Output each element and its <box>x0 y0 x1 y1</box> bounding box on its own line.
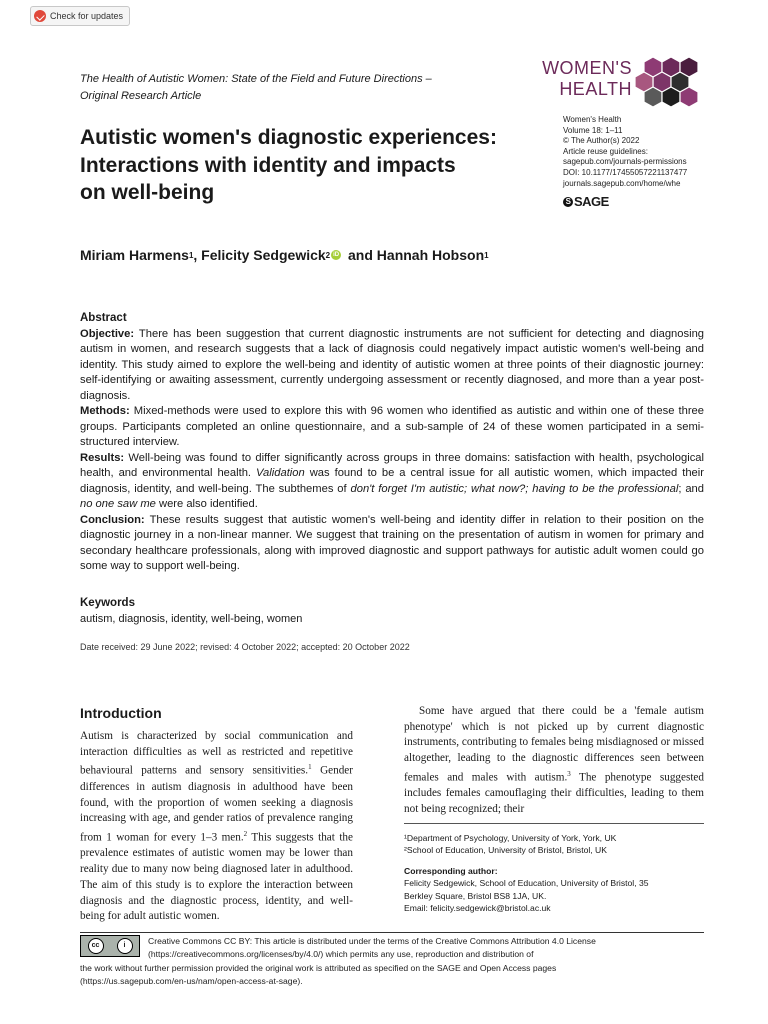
check-icon <box>34 10 46 22</box>
body-text: This suggests that the prevalence estimates of autistic women may be lower than reality due to many now being diagnosed later in adulthood. The aim of this study is to explore the interaction between diagnosis and the diagnostic process, identity, and well-being for adult autistic women. <box>80 831 353 923</box>
results-text: were also identified. <box>155 498 258 510</box>
license-text <box>80 935 704 988</box>
journal-logo-text <box>540 58 632 100</box>
abstract <box>80 311 704 575</box>
methods-text: Mixed-methods were used to explore this with 96 women who identified as autistic and within one of these three groups. Participants completed an online questionnaire, and a sub-sample of 24 of these women participated in a semi-structured interview. <box>80 405 705 448</box>
introduction-heading: Introduction <box>80 705 162 721</box>
article-title <box>80 124 540 207</box>
check-for-updates-badge[interactable] <box>30 6 130 26</box>
license-line-4[interactable]: (https://us.sagepub.com/en-us/nam/open-access-at-sage). <box>80 975 303 986</box>
license-line-1: Creative Commons CC BY: This article is distributed under the terms of the Creative Commons Attribution 4.0 License <box>148 936 596 946</box>
citation-ref[interactable]: 2 <box>243 829 248 838</box>
permissions-link[interactable]: sagepub.com/journals-permissions <box>563 157 687 167</box>
body-text: Some have argued that there could be a 'female autism phenotype' which is not picked up by current diagnostic instruments, contributing to females being misdiagnosed or missed altogether, leading to the diagnostic differences seen between females and males with autism. <box>404 705 704 784</box>
abstract-heading: Abstract <box>80 312 127 324</box>
doi-link[interactable]: DOI: 10.1177/17455057221137477 <box>563 167 688 177</box>
title-line-2: Interactions with identity and impacts <box>80 153 456 177</box>
abstract-methods <box>80 404 704 451</box>
reuse-label: Article reuse guidelines: <box>563 146 648 156</box>
body-text: The phenotype suggested includes females camouflaging their difficulties, leading to them not being recognized; their <box>404 771 704 815</box>
abstract-conclusion <box>80 513 704 575</box>
affiliation-2: ²School of Education, University of Bristol, Bristol, UK <box>404 845 607 856</box>
results-italic: Validation <box>256 467 305 479</box>
results-italic: no one saw me <box>80 498 156 510</box>
methods-label: Methods: <box>80 405 130 417</box>
abstract-objective <box>80 327 704 405</box>
author-hobson: Hannah Hobson <box>376 247 485 263</box>
check-for-updates-label: Check for updates <box>50 11 124 21</box>
author-separator: , <box>193 247 202 263</box>
citation-ref[interactable]: 3 <box>567 769 571 778</box>
author-harmens: Miriam Harmens <box>80 247 189 263</box>
objective-text: There has been suggestion that current diagnostic instruments are not sufficient for detecting and diagnosing autism in women, and research suggests that a lack of diagnosis could negatively impact autistic women's well-being and identity. This study aimed to explore the well-being and identity of autistic women at three points of their diagnostic journey: self-identifying or awaiting assessment, currently undergoing assessment or recently diagnosed, and more than a year post-diagnosis. <box>80 327 705 402</box>
affiliations <box>404 832 704 857</box>
series-line-2: Original Research Article <box>80 90 202 102</box>
citation-ref[interactable]: 1 <box>308 763 312 772</box>
results-text: Well-being was found to differ significantly across groups in three domains: satisfaction with health, psychological health, and environmental health. <box>80 451 704 479</box>
author-harmens-affil: 1 <box>188 250 194 260</box>
objective-label: Objective: <box>80 327 135 340</box>
author-list <box>80 247 560 263</box>
results-text: ; and <box>678 482 704 495</box>
corresponding-label: Corresponding author: <box>404 866 498 876</box>
sage-logo <box>563 194 609 209</box>
keywords-text: autism, diagnosis, identity, well-being, women <box>80 613 303 625</box>
journal-homepage-link[interactable]: journals.sagepub.com/home/whe <box>563 178 681 188</box>
results-italic: don't forget I'm autistic; what now?; having to be the professional <box>350 482 679 495</box>
journal-copyright: © The Author(s) 2022 <box>563 136 640 146</box>
abstract-results <box>80 451 704 513</box>
results-text: was found to be a central issue for all autistic women, which impacted their diagnosis, identity, and well-being. The subthemes of <box>80 467 704 495</box>
corresponding-line-2: Berkley Square, Bristol BS8 1JA, UK. <box>404 890 547 901</box>
orcid-icon[interactable]: iD <box>333 252 340 258</box>
body-column-right <box>404 704 704 818</box>
author-hobson-affil: 1 <box>484 250 489 260</box>
journal-info <box>563 115 753 189</box>
affiliation-1: ¹Department of Psychology, University of York, York, UK <box>404 833 617 843</box>
corresponding-email[interactable]: Email: felicity.sedgewick@bristol.ac.uk <box>404 902 551 913</box>
by-icon: i <box>117 938 133 954</box>
footnote-divider <box>404 823 704 824</box>
author-separator: and <box>344 247 377 263</box>
sage-wordmark: SAGE <box>574 194 609 209</box>
corresponding-line-1: Felicity Sedgewick, School of Education, University of Bristol, 35 <box>404 878 649 889</box>
conclusion-text: These results suggest that autistic women's well-being and identity differ in relation to their position on the diagnostic journey in a non-linear manner. We suggest that training on the presentation of autism in women for primary and secondary healthcare professionals, along with improved diagnostic and support pathways for autistic adult women could go some way to support well-being. <box>80 513 705 572</box>
series-line-1: The Health of Autistic Women: State of the Field and Future Directions – <box>80 73 432 85</box>
author-sedgewick: Felicity Sedgewick <box>201 247 326 263</box>
license-line-2[interactable]: (https://creativecommons.org/licenses/by/4.0/) which permits any use, reproduction and distribution of <box>148 949 534 960</box>
logo-line-1: WOMEN'S <box>542 58 632 78</box>
journal-volume: Volume 18: 1–11 <box>563 125 623 135</box>
body-text: Autism is characterized by social communication and interaction difficulties as well as restricted and repetitive behavioural patterns and sensory sensitivities. <box>80 730 353 778</box>
series-heading <box>80 71 500 105</box>
body-column-left <box>80 729 353 925</box>
article-dates: Date received: 29 June 2022; revised: 4 October 2022; accepted: 20 October 2022 <box>80 642 410 652</box>
sage-icon: S <box>563 197 573 207</box>
license-divider <box>80 932 704 933</box>
body-text: Gender differences in autism diagnosis in adulthood have been found, with the proportion of women seeking a diagnosis increasing with age, and gender ratios of prevalence ranging from 1 woman for every 1–3 men. <box>80 765 353 844</box>
license-line-3: the work without further permission provided the original work is attributed as specified on the SAGE and Open Access pages <box>80 962 557 973</box>
journal-name: Women's Health <box>563 115 622 124</box>
author-sedgewick-affil: 2 <box>325 250 331 260</box>
corresponding-author <box>404 865 704 914</box>
title-line-3: on well-being <box>80 181 215 204</box>
logo-line-2: HEALTH <box>559 79 632 99</box>
cc-icon: cc <box>88 938 104 954</box>
keywords-heading: Keywords <box>80 597 135 609</box>
results-label: Results: <box>80 451 125 464</box>
conclusion-label: Conclusion: <box>80 513 145 526</box>
title-line-1: Autistic women's diagnostic experiences: <box>80 126 497 149</box>
